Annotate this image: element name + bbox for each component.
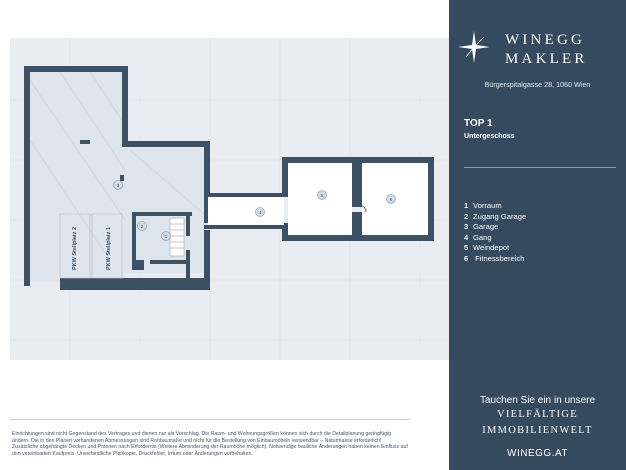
brand-name-line2: MAKLER [505, 51, 588, 67]
unit-title: TOP 1 [464, 118, 493, 129]
room-legend [464, 201, 526, 265]
legend-item: 6 Fitnessbereich [464, 253, 525, 263]
unit-subtitle: Untergeschoss [464, 133, 515, 140]
sidebar-divider [464, 167, 616, 168]
cta-line-3: IMMOBILIENWELT [482, 425, 593, 436]
room-marker-zugang-garage [138, 222, 147, 231]
cta-line-1: Tauchen Sie ein in unsere [479, 395, 596, 406]
property-address: Bürgerspitalgasse 28, 1060 Wien [484, 80, 591, 89]
vorraum-floor [125, 143, 207, 273]
svg-text:4: 4 [258, 210, 262, 215]
room-marker-garage [114, 181, 123, 190]
parking-label-1: PKW Stellplatz 1 [106, 226, 112, 270]
svg-text:5: 5 [320, 193, 324, 198]
room-marker-fitness [387, 195, 396, 204]
svg-text:3: 3 [116, 183, 120, 188]
legend-item: 5 Weindepot [464, 243, 510, 253]
parking-label-2: PKW Stellplatz 2 [72, 226, 78, 270]
gang-floor [208, 197, 284, 225]
legend-item: 3 Garage [464, 222, 499, 232]
brand-name-line1: WINEGG [505, 32, 586, 48]
room-marker-vorraum [162, 232, 171, 241]
legend-item: 1 Vorraum [464, 201, 502, 210]
cta-line-2: VIELFÄLTIGE [497, 409, 578, 420]
star-icon [457, 30, 491, 64]
info-sidebar [449, 0, 626, 470]
legend-item: 4 Gang [464, 232, 492, 242]
room-marker-weindepot [318, 191, 327, 200]
legend-item: 2 Zugang Garage [464, 211, 527, 221]
svg-text:2: 2 [140, 224, 144, 229]
disclaimer-text: Einrichtungen sind nicht Gegenstand des Vertrages und dienen nur als Vorschlag. Die Raum- und Wohnungsgrößen können sich durch die Detailplanung geringfügig ändern. Die in den Plänen vorhandenen Abmessungen sind Rohbaumaße und nicht für die Bestellung von Einbaumöbeln verwendbar – Naturmasse erforderlich! Zusätzliche abgehängte Decken und Poterien nach Erfordernis (Weitere Abminderung der Raumhöhe möglich). Notwendige bauliche Änderungen haben keinen Einfluss auf den vereinbarten Kaufpreis. Unverbindliche Plankopie, Druckfehler, Irrtum oder Änderungen vorbehalten. [12, 431, 408, 457]
svg-text:6: 6 [389, 197, 393, 202]
svg-text:1: 1 [164, 234, 168, 239]
brand-logo[interactable] [457, 30, 617, 70]
disclaimer-divider [10, 419, 410, 420]
stairs [170, 218, 184, 256]
website-link[interactable]: WINEGG.AT [507, 448, 568, 459]
room-marker-gang [256, 208, 265, 217]
